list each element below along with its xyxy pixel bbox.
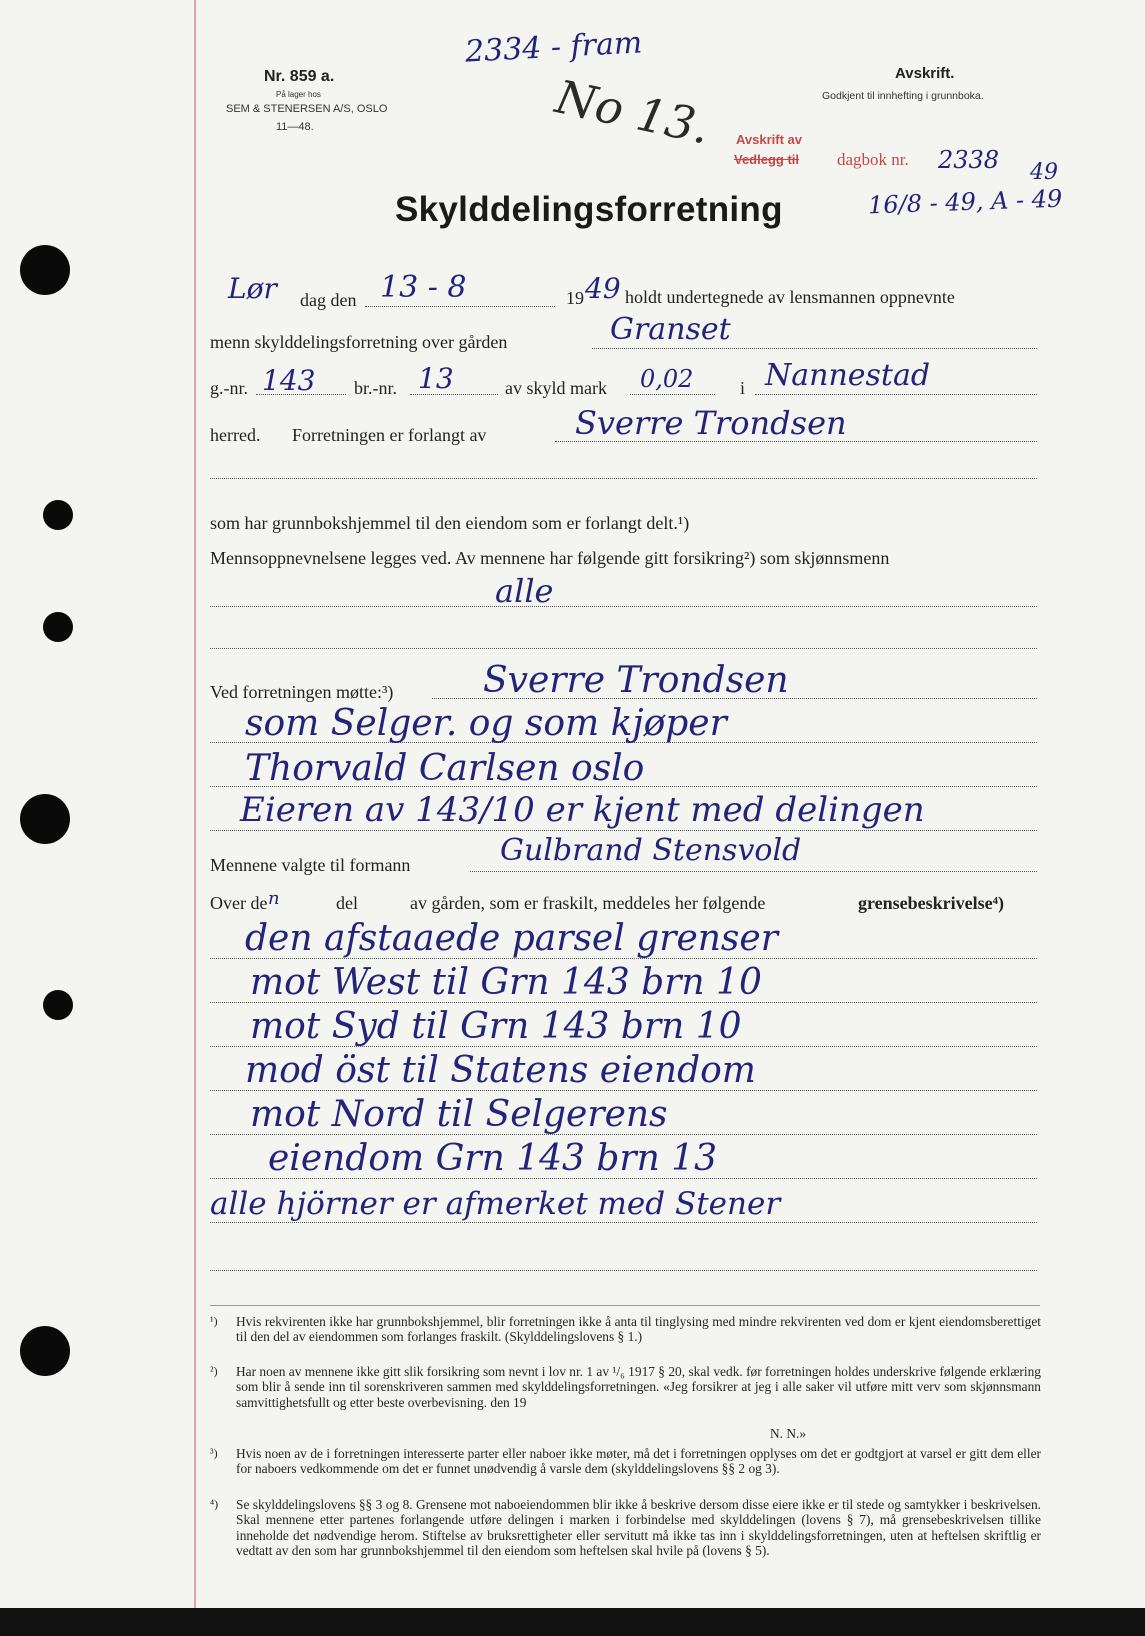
footnote-text: Hvis noen av de i forretningen interesserte parter eller naboer ikke møter, må det i forretningen opplyses om det er godtgjort at varsel er gitt dem eller for naboers vedkommende om det er funnet unødvendig å varsle dem (skylddelingslovens §§ 2 og 3). [236,1446,1041,1477]
blank-line [210,1222,1037,1223]
label-herred: herred. [210,425,261,445]
footnote-text: N. N.» [770,1426,807,1441]
scan-bottom-border [0,1608,1145,1636]
blank-line [210,830,1037,831]
footnote [210,1364,1040,1424]
blank-skyld [630,394,715,395]
dagbok-number: 2338 [938,146,1000,174]
hand-gnr: 143 [262,364,316,397]
blank-date [365,306,555,307]
hand-boundary-7: alle hjörner er afmerket med Stener [210,1186,781,1222]
hand-boundary-1: den afstaaede parsel grenser [245,918,778,959]
line7-text: Mennsoppnevnelsene legges ved. Av mennene har følgende gitt forsikring²) som skjønnsmenn [210,548,890,568]
page-title: Skylddelingsforretning [395,190,783,229]
footnote-text: Hvis rekvirenten ikke har grunnbokshjemmel, blir forretningen ikke å anta til tinglysing med mindre rekvirenten ved dom er kjent eiendomsberettiget til den del av eiendommen som forlanges fraskilt. (Skylddelingslovens § 1.) [236,1314,1041,1345]
hand-date-field: 13 - 8 [380,270,467,305]
label-dag-den: dag den [300,290,357,310]
hand-farm: Granset [610,312,731,347]
blank-farm [592,348,1037,349]
punch-hole [20,1326,70,1376]
hand-chairman: Gulbrand Stensvold [500,833,802,868]
hand-attended-4: Eieren av 143/10 er kjent med delingen [240,790,925,830]
hand-attended-1: Sverre Trondsen [483,660,789,701]
label-skyld: av skyld mark [505,378,607,398]
hand-requester: Sverre Trondsen [575,404,847,442]
doc-type: Avskrift. [895,65,955,82]
hand-over-de: n [268,888,280,909]
label-gnr: g.-nr. [210,378,248,398]
label-boundary-intro: av gården, som er fraskilt, meddeles her følgende [410,893,766,913]
hand-skyld: 0,02 [640,365,694,393]
label-over-de: Over de [210,893,268,913]
hand-note-top: 2334 - fram [464,25,644,70]
footnote-signature [210,1426,1040,1442]
label-chairman: Mennene valgte til formann [210,855,411,875]
hand-attended-2: som Selger. og som kjøper [245,703,727,744]
footnote [210,1314,1040,1364]
label-del: del [336,893,358,913]
blank-chairman [470,871,1037,872]
line2-label: menn skylddelingsforretning over gården [210,332,508,352]
hand-date: 16/8 - 49, A - 49 [867,184,1063,220]
footnote-text: Har noen av mennene ikke gitt slik forsikring som nevnt i lov nr. 1 av ¹/₆ 1917 § 20, skal vedk. før forretningen holdes underskrive følgende erklæring som blir å sende inn til sorenskriveren sammen med skylddelingsforretningen. «Jeg forsikrer at jeg i alle saker vil utføre mitt verv som skjønnsmann samvittighetsfullt og etter beste overbevisning. den 19 [236,1364,1041,1410]
hand-boundary-2: mot West til Grn 143 brn 10 [250,962,762,1003]
footnote-number: ⁴) [210,1497,219,1511]
punch-hole [20,245,70,295]
line1-rest: holdt undertegnede av lensmannen oppnevnte [625,287,955,307]
label-i: i [740,378,746,398]
label-boundary-bold: grensebeskrivelse⁴) [858,893,1005,913]
label-attended: Ved forretningen møtte:³) [210,682,394,702]
red-stamp-attachment: Vedlegg til [734,152,800,167]
punch-hole [43,990,73,1020]
approval-note: Godkjent til innhefting i grunnboka. [822,90,984,102]
publisher: SEM & STENERSEN A/S, OSLO [226,103,388,115]
dagbok-label: dagbok nr. [837,150,909,169]
punch-hole [43,612,73,642]
hand-boundary-5: mot Nord til Selgerens [250,1094,668,1135]
hand-weekday: Lør [228,272,277,305]
footnote-number: ²) [210,1364,218,1378]
footnote-text: Se skylddelingslovens §§ 3 og 8. Grensene mot naboeiendommen blir ikke å beskrive dersom disse eiere ikke er til stede og samtykker i beskrivelsen. Skal mennene etter partenes forlangende utføre delingen i marken i forbindelse med skylddelingen (lovens § 7), må grensebeskrivelsen tillike inneholde det nødvendige herom. Stiftelse av bruksrettigheter eller servitutt må ikke tas inn i skylddelingsforretningen, uten at heftelsen skriftlig er vedtatt av den som har grunnbokshjemmel til den eiendom som heftelsen skal hvile på (lovens § 5). [236,1497,1041,1558]
hand-year: 49 [585,272,621,305]
red-stamp-copy: Avskrift av [736,132,802,147]
hand-boundary-4: mod öst til Statens eiendom [245,1050,756,1091]
margin-line [194,0,196,1608]
label-requested-by: Forretningen er forlangt av [292,425,487,445]
blank-line [210,478,1037,479]
form-date: 11—48. [276,121,314,133]
punch-hole [43,500,73,530]
publisher-note: På lager hos [276,90,321,99]
blank-line [210,606,1037,607]
punch-hole [20,794,70,844]
hand-boundary-3: mot Syd til Grn 143 brn 10 [250,1006,742,1047]
blank-line [210,648,1037,649]
hand-assessors: alle [495,572,554,610]
line6-text: som har grunnbokshjemmel til den eiendom som er forlangt delt.¹) [210,513,690,533]
hand-place: Nannestad [765,358,931,393]
blank-place [755,394,1037,395]
label-year-prefix: 19 [566,288,584,308]
hand-note-number: No 13. [551,69,715,155]
blank-line [210,1270,1037,1271]
form-number: Nr. 859 a. [264,68,335,85]
footnote-number: ³) [210,1446,218,1460]
footnote [210,1497,1040,1592]
label-brnr: br.-nr. [354,378,397,398]
dagbok-year: 49 [1030,160,1058,185]
footnote [210,1446,1040,1496]
hand-attended-3: Thorvald Carlsen oslo [245,748,645,789]
footnote-number: ¹) [210,1314,218,1328]
hand-brnr: 13 [418,362,454,395]
footnote-rule [210,1305,1040,1306]
hand-boundary-6: eiendom Grn 143 brn 13 [268,1138,718,1179]
